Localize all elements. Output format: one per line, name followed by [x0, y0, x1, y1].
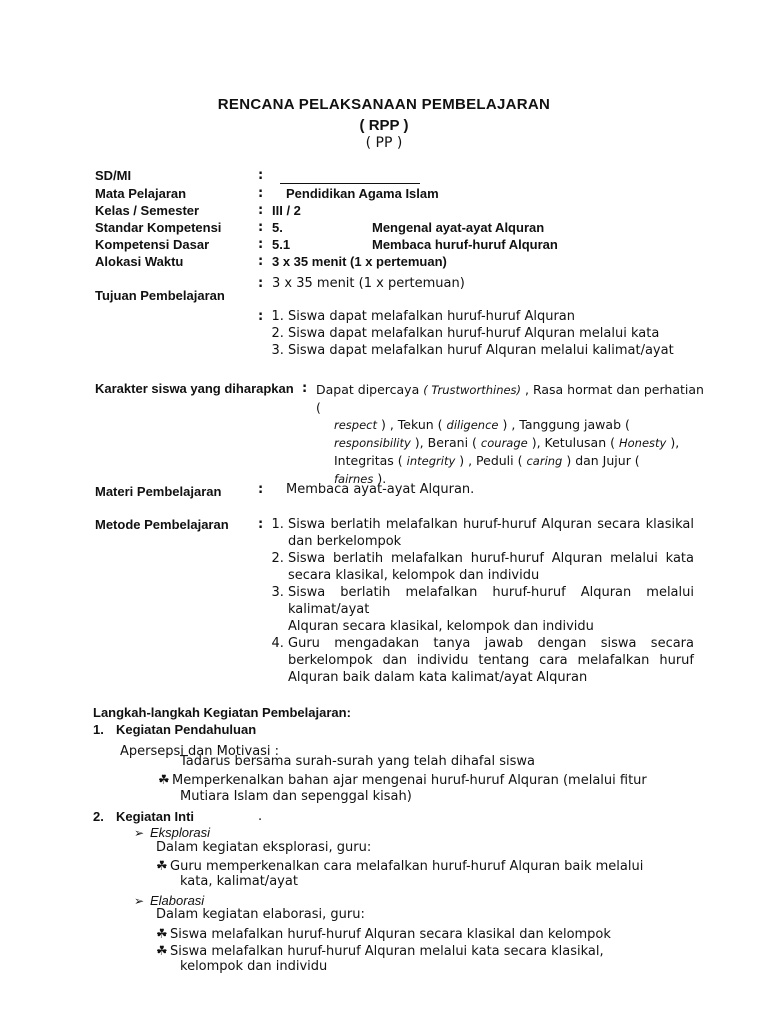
colon: : [258, 168, 264, 183]
material-label: Materi Pembelajaran [95, 484, 222, 499]
standard-competence-label: Standar Kompetensi [95, 220, 222, 235]
school-blank-line [280, 183, 420, 184]
elab-intro: Dalam kegiatan elaborasi, guru: [156, 907, 365, 922]
list-item-extra: Alquran secara klasikal, kelompok dan individu [288, 619, 594, 634]
char-text: , Rasa hormat dan perhatian ( [316, 382, 704, 415]
school-label: SD/MI [95, 168, 132, 183]
objectives-label: Tujuan Pembelajaran [95, 288, 225, 303]
time-allocation-value: 3 x 35 menit (1 x pertemuan) [272, 254, 447, 269]
intro-bullet-2 [158, 773, 647, 789]
char-term: ( Trustworthines) [423, 383, 522, 397]
basic-competence-label: Kompetensi Dasar [95, 237, 210, 252]
char-term: responsibility [334, 436, 411, 450]
colon: : [258, 276, 264, 291]
colon: : [258, 203, 264, 218]
char-term: diligence [446, 418, 499, 432]
char-line-4 [316, 452, 710, 470]
char-line-3 [316, 434, 710, 452]
character-label: Karakter siswa yang diharapkan [95, 381, 294, 396]
list-item: 3. Siswa dapat melafalkan huruf Alquran melalui kalimat/ayat [288, 342, 708, 359]
intro-line-1: Tadarus bersama surah-surah yang telah dihafal siswa [180, 754, 535, 769]
char-text: ) dan Jujur ( [566, 453, 640, 468]
standard-competence-value: Mengenal ayat-ayat Alquran [372, 220, 545, 235]
char-text: ). [377, 471, 387, 486]
method-label: Metode Pembelajaran [95, 517, 229, 532]
elab-bullet-2 [156, 944, 604, 960]
list-item: 4. Guru mengadakan tanya jawab dengan siswa secara berkelompok dan individu tentang cara melafalkan huruf Alquran baik dalam kata kalimat/ayat Alquran [288, 635, 694, 686]
basic-competence-number: 5.1 [272, 237, 291, 252]
explore-item-b: kata, kalimat/ayat [180, 874, 298, 889]
char-text: ), Berani ( [414, 435, 477, 450]
elab-item-2b: kelompok dan individu [180, 959, 328, 974]
apersepsi-label: Apersepsi dan Motivasi : [120, 744, 280, 759]
explore-bullet [156, 859, 643, 875]
char-line-2 [316, 416, 710, 434]
colon: : [302, 381, 308, 396]
colon: : [258, 517, 264, 532]
explore-title: Eksplorasi [150, 825, 210, 840]
list-item: 2. Siswa berlatih melafalkan huruf-huruf Alquran melalui kata secara klasikal, kelompok dan individu [288, 550, 694, 584]
bullet-icon: ☘ [156, 927, 168, 942]
colon: : [258, 186, 264, 201]
class-value: III / 2 [272, 203, 301, 218]
char-text: ) , Tanggung jawab ( [502, 417, 630, 432]
colon: : [258, 254, 264, 269]
colon: : [258, 309, 264, 324]
elab-item-2: Siswa melafalkan huruf-huruf Alquran melalui kata secara klasikal, [170, 944, 604, 959]
list-item-text: Siswa berlatih melafalkan huruf-huruf Alquran melalui kalimat/ayat [288, 585, 694, 617]
char-term: fairnes [334, 472, 374, 486]
core-dot: . [258, 809, 263, 824]
time-allocation-value-repeat: 3 x 35 menit (1 x pertemuan) [272, 276, 465, 291]
bullet-icon: ☘ [156, 859, 168, 874]
char-text: Dapat dipercaya [316, 382, 420, 397]
char-text: Integritas ( [334, 453, 403, 468]
char-term: caring [526, 454, 563, 468]
subject-value: Pendidikan Agama Islam [286, 186, 439, 201]
objectives-list [270, 308, 708, 359]
elab-bullet-1 [156, 927, 611, 943]
time-allocation-label: Alokasi Waktu [95, 254, 184, 269]
list-item [288, 584, 694, 635]
explore-heading [134, 825, 210, 841]
char-text: ) , Tekun ( [381, 417, 443, 432]
colon: : [258, 482, 264, 497]
explore-intro: Dalam kegiatan eksplorasi, guru: [156, 840, 372, 855]
intro-title: Kegiatan Pendahuluan [116, 722, 257, 737]
list-item: 2. Siswa dapat melafalkan huruf-huruf Alquran melalui kata [288, 325, 708, 342]
explore-item: Guru memperkenalkan cara melafalkan huruf-huruf Alquran baik melalui [170, 859, 644, 874]
char-text: ) , Peduli ( [459, 453, 523, 468]
char-term: courage [480, 436, 528, 450]
arrow-icon: ➢ [134, 894, 145, 908]
elab-title: Elaborasi [150, 893, 205, 908]
class-label: Kelas / Semester [95, 203, 200, 218]
subject-label: Mata Pelajaran [95, 186, 187, 201]
intro-line-2: Memperkenalkan bahan ajar mengenai huruf-huruf Alquran (melalui fitur [172, 773, 647, 788]
character-values [316, 381, 710, 488]
char-term: respect [334, 418, 378, 432]
core-title: Kegiatan Inti [116, 809, 195, 824]
document-sub-abbr: ( PP ) [365, 135, 403, 151]
colon: : [258, 237, 264, 252]
char-term: Honesty [618, 436, 667, 450]
char-term: integrity [406, 454, 456, 468]
list-item: 1. Siswa berlatih melafalkan huruf-huruf Alquran secara klasikal dan berkelompok [288, 516, 694, 550]
basic-competence-value: Membaca huruf-huruf Alquran [372, 237, 558, 252]
list-item: 1. Siswa dapat melafalkan huruf-huruf Alquran [288, 308, 708, 325]
standard-competence-number: 5. [272, 220, 283, 235]
document-abbr: ( RPP ) [359, 117, 409, 134]
char-text: ), [670, 435, 680, 450]
steps-heading: Langkah-langkah Kegiatan Pembelajaran: [93, 705, 351, 720]
bullet-icon: ☘ [156, 944, 168, 959]
char-text: ), Ketulusan ( [531, 435, 615, 450]
bullet-icon: ☘ [158, 773, 170, 788]
core-number: 2. [93, 809, 104, 824]
intro-line-2b: Mutiara Islam dan sepenggal kisah) [180, 789, 412, 804]
arrow-icon: ➢ [134, 826, 145, 840]
material-value: Membaca ayat-ayat Alquran. [286, 482, 475, 497]
elab-item-1: Siswa melafalkan huruf-huruf Alquran secara klasikal dan kelompok [170, 927, 611, 942]
intro-number: 1. [93, 722, 104, 737]
method-list [270, 516, 694, 686]
colon: : [258, 220, 264, 235]
document-title: RENCANA PELAKSANAAN PEMBELAJARAN [217, 96, 551, 113]
